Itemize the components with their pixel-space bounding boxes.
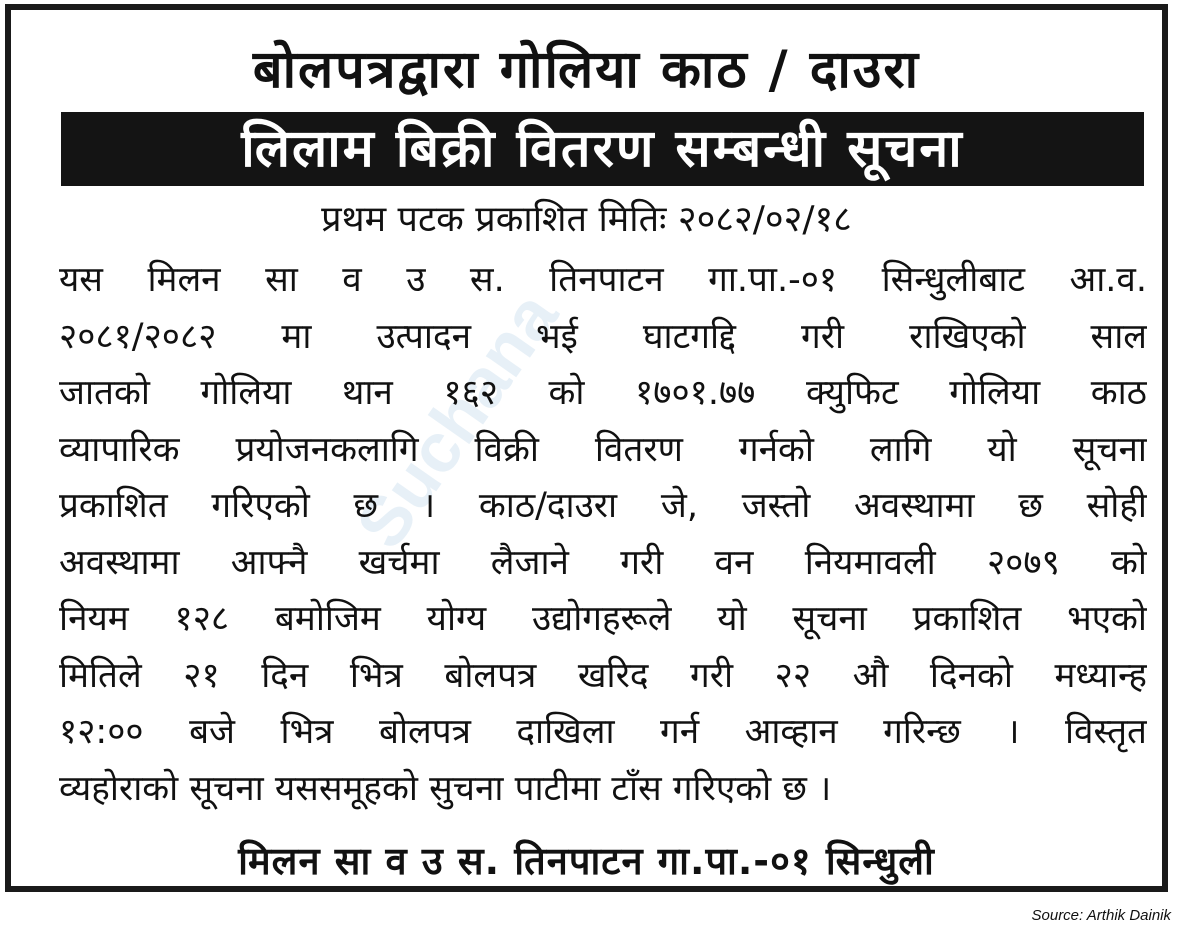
- watermark: Suchana: [341, 278, 573, 562]
- body-line: २०८१/२०८२ मा उत्पादन भई घाटगद्दि गरी राखिएको साल: [59, 316, 1147, 357]
- body-line: १२:०० बजे भित्र बोलपत्र दाखिला गर्न आव्हान गरिन्छ । विस्तृत: [59, 712, 1147, 752]
- publish-date-line: प्रथम पटक प्रकाशित मितिः २०८२/०२/१८: [321, 199, 852, 240]
- signature-line: मिलन सा व उ स. तिनपाटन गा.पा.-०१ सिन्धुली: [238, 839, 935, 883]
- notice-frame: [5, 4, 1168, 892]
- body-line: व्यापारिक प्रयोजनकलागि विक्री वितरण गर्नको लागि यो सूचना: [59, 429, 1147, 470]
- body-line: प्रकाशित गरिएको छ । काठ/दाउरा जे, जस्तो अवस्थामा छ सोही: [59, 486, 1147, 526]
- body-line: व्यहोराको सूचना यससमूहको सुचना पाटीमा टाँस गरिएको छ ।: [59, 768, 832, 809]
- notice-title: बोलपत्रद्वारा गोलिया काठ / दाउरा: [252, 40, 921, 100]
- notice-body: [59, 252, 1147, 817]
- body-line: अवस्थामा आफ्नै खर्चमा लैजाने गरी वन नियमावली २०७९ को: [59, 542, 1147, 583]
- body-line: नियम १२८ बमोजिम योग्य उद्योगहरूले यो सूचना प्रकाशित भएको: [59, 599, 1147, 639]
- source-credit: Source: Arthik Dainik: [1031, 907, 1171, 924]
- body-line: यस मिलन सा व उ स. तिनपाटन गा.पा.-०१ सिन्धुलीबाट आ.व.: [59, 260, 1147, 300]
- body-line: मितिले २१ दिन भित्र बोलपत्र खरिद गरी २२ औ दिनको मध्यान्ह: [59, 655, 1147, 696]
- body-line: जातको गोलिया थान १६२ को १७०१.७७ क्युफिट गोलिया काठ: [59, 373, 1147, 413]
- notice-banner: लिलाम बिक्री वितरण सम्बन्धी सूचना: [61, 112, 1144, 186]
